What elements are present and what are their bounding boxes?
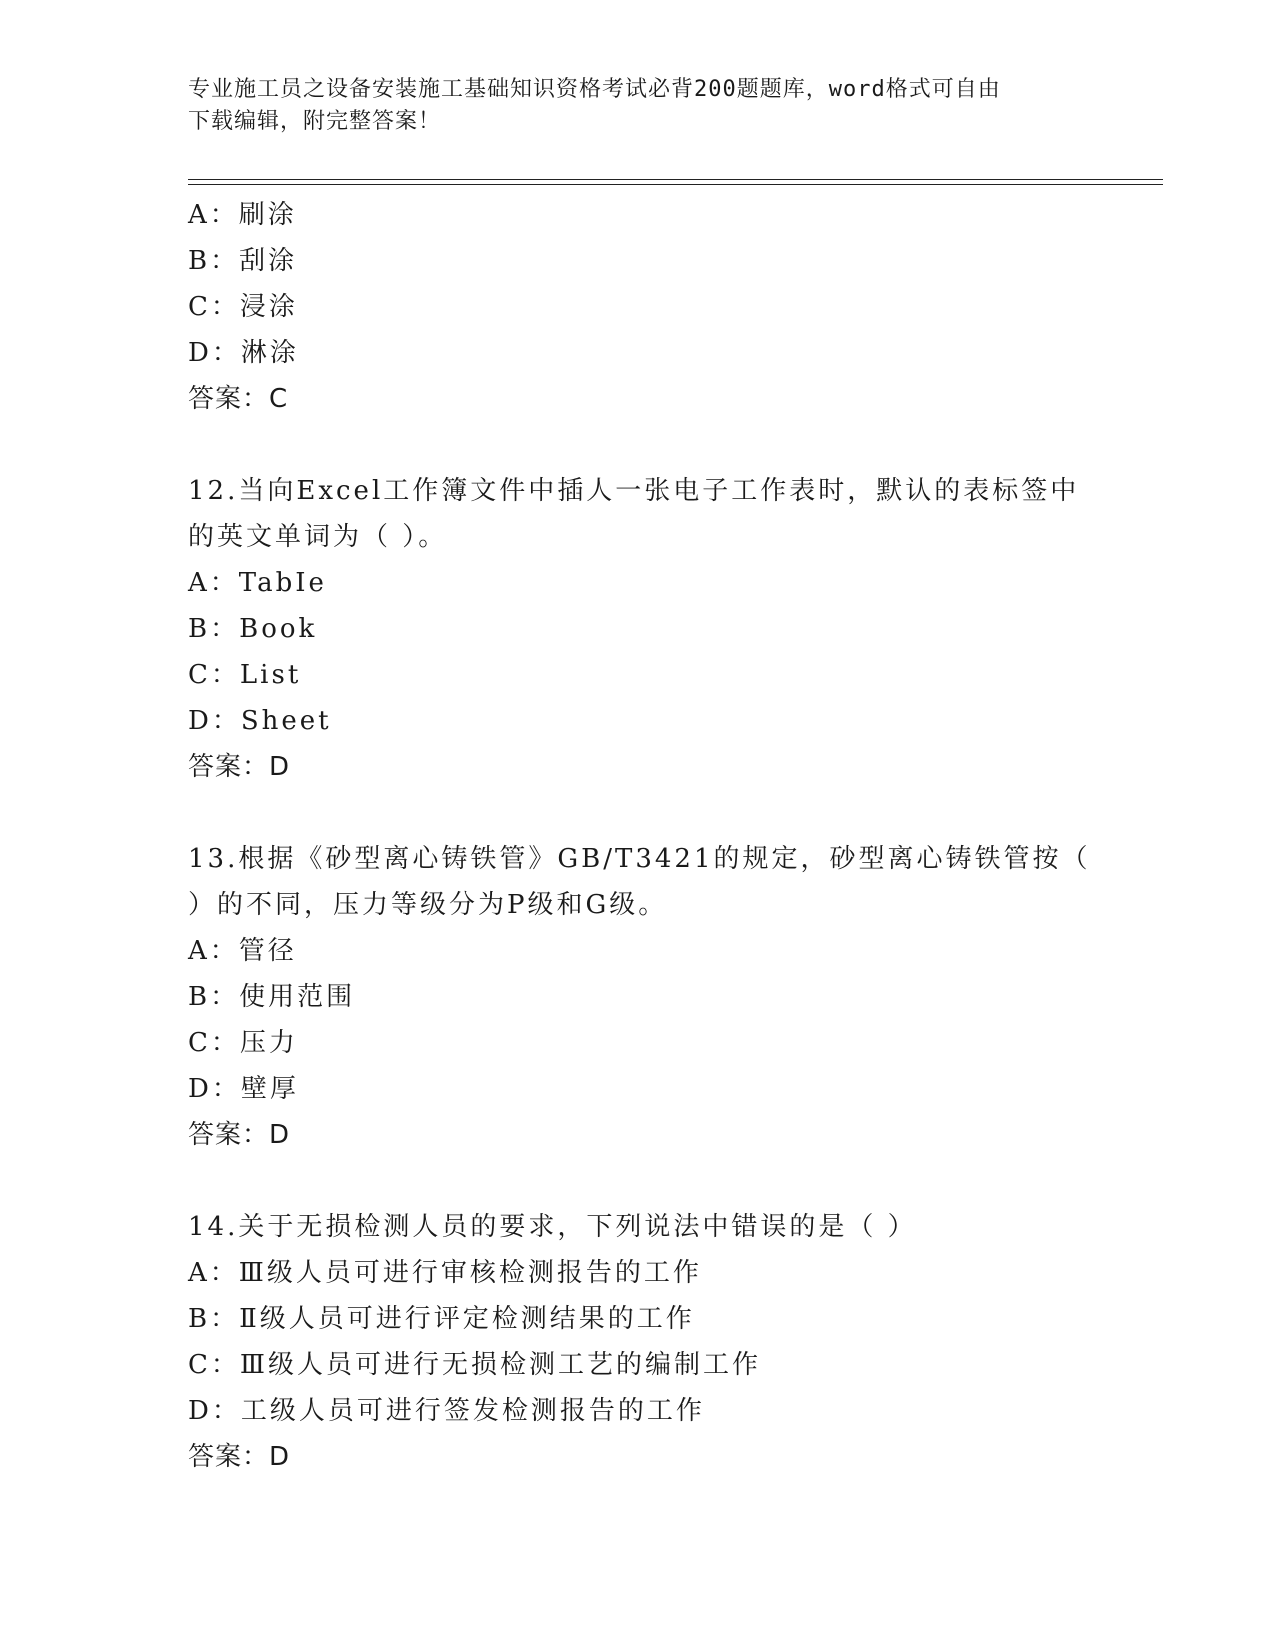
option-a: A：刷涂 <box>188 200 297 230</box>
answer: 答案：C <box>188 384 289 414</box>
option-c: C：压力 <box>188 1028 298 1058</box>
answer: 答案：D <box>188 1120 291 1150</box>
spacer <box>188 1158 1088 1204</box>
question-11 <box>188 192 1088 422</box>
question-stem-line-1: 14.关于无损检测人员的要求，下列说法中错误的是（ ） <box>188 1212 917 1242</box>
question-stem-line-1: 13.根据《砂型离心铸铁管》GB/T3421的规定，砂型离心铸铁管按（ <box>188 844 1091 874</box>
option-d: D：工级人员可进行签发检测报告的工作 <box>188 1396 705 1426</box>
option-a: A：TabIe <box>188 568 327 598</box>
option-a: A：Ⅲ级人员可进行审核检测报告的工作 <box>188 1258 702 1288</box>
option-d: D：壁厚 <box>188 1074 299 1104</box>
question-14 <box>188 1204 1088 1480</box>
option-c: C：List <box>188 660 302 690</box>
header-divider-top <box>188 179 1163 180</box>
option-c: C：浸涂 <box>188 292 298 322</box>
spacer <box>188 422 1088 468</box>
option-d: D：Sheet <box>188 706 332 736</box>
answer: 答案：D <box>188 1442 291 1472</box>
spacer <box>188 790 1088 836</box>
option-a: A：管径 <box>188 936 297 966</box>
question-stem-line-2: ）的不同，压力等级分为P级和G级。 <box>188 890 668 920</box>
question-13 <box>188 836 1091 1158</box>
header-divider-bottom <box>188 184 1163 185</box>
document-header <box>188 74 1088 138</box>
question-12 <box>188 468 1088 790</box>
option-b: B：使用范围 <box>188 982 356 1012</box>
header-line-2: 下载编辑，附完整答案！ <box>188 109 442 134</box>
option-d: D：淋涂 <box>188 338 299 368</box>
question-list <box>188 192 1091 1480</box>
option-c: C：Ⅲ级人员可进行无损检测工艺的编制工作 <box>188 1350 761 1380</box>
question-stem-line-1: 12.当向Excel工作簿文件中插人一张电子工作表时，默认的表标签中 <box>188 476 1080 506</box>
option-b: B：刮涂 <box>188 246 298 276</box>
question-stem-line-2: 的英文单词为（ ）。 <box>188 522 448 552</box>
option-b: B：Book <box>188 614 318 644</box>
answer: 答案：D <box>188 752 291 782</box>
option-b: B：Ⅱ级人员可进行评定检测结果的工作 <box>188 1304 695 1334</box>
header-line-1: 专业施工员之设备安装施工基础知识资格考试必背200题题库，word格式可自由 <box>188 77 1001 102</box>
